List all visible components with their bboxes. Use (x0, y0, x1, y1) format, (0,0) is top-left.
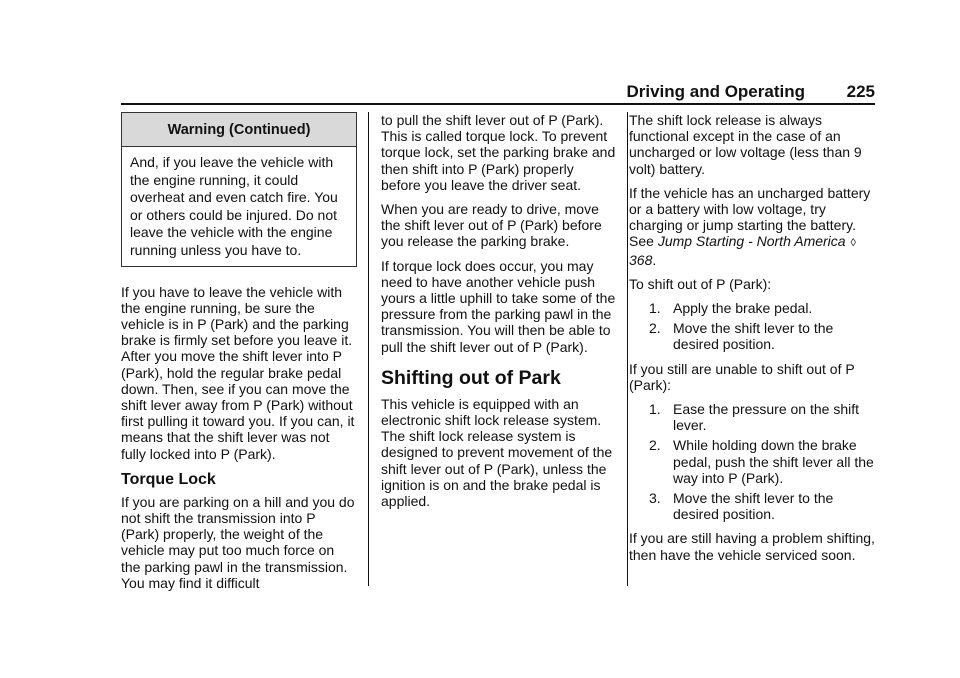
paragraph: If you are still having a problem shifting, then have the vehicle serviced soon. (629, 530, 875, 563)
list-item (629, 320, 875, 352)
paragraph: If you have to leave the vehicle with the engine running, be sure the vehicle is in P (Park) and the parking brake is firmly set before you leave it. After you move the shift lever into P (Park), hold the regular brake pedal down. Then, see if you can move the shift lever away from P (Park) without first pulling it toward you. If you can, it means that the shift lever was not fully locked into P (Park). (121, 283, 355, 462)
list-number: 3. (649, 490, 661, 507)
list-text: Move the shift lever to the desired position. (673, 320, 834, 353)
paragraph: To shift out of P (Park): (629, 275, 772, 292)
column-1 (121, 112, 357, 599)
paragraph: If you are parking on a hill and you do not shift the transmission into P (Park) properly, the weight of the vehicle may put too much force on the parking pawl in the transmission. You may find it difficult (121, 493, 355, 591)
heading-torque-lock: Torque Lock (121, 470, 216, 488)
list-number: 2. (649, 320, 661, 337)
list-number: 1. (649, 401, 661, 418)
cross-reference-title: Jump Starting - North America (657, 233, 846, 250)
paragraph: The shift lock release is always functional except in the case of an uncharged or low voltage (less than 9 volt) battery. (629, 112, 862, 177)
cross-reference-link[interactable] (629, 233, 857, 267)
page-header (121, 82, 875, 105)
list-text: Ease the pressure on the shift lever. (673, 401, 859, 434)
list-text: While holding down the brake pedal, push the shift lever all the way into P (Park). (673, 437, 874, 486)
paragraph-text: If the vehicle has an uncharged battery or a battery with low voltage, try charging or jump starting the battery. See (629, 184, 871, 250)
column-3 (629, 112, 875, 571)
steps-list-2 (629, 401, 875, 522)
list-text: Move the shift lever to the desired position. (673, 490, 834, 523)
steps-list-1 (629, 300, 875, 353)
page-reference-icon: ◊ (850, 237, 856, 250)
cross-reference-page: 368 (629, 251, 653, 268)
warning-box (121, 112, 357, 267)
paragraph: This vehicle is equipped with an electronic shift lock release system. The shift lock release system is designed to prevent movement of the shift lever out of P (Park), unless the ignition is on and the brake pedal is applied. (381, 395, 613, 510)
warning-title: Warning (Continued) (122, 113, 356, 147)
paragraph-text: . (652, 251, 657, 268)
paragraph: If you still are unable to shift out of P (Park): (629, 360, 855, 393)
column-divider (627, 112, 628, 586)
list-number: 2. (649, 437, 661, 454)
column-divider (368, 112, 369, 586)
list-item (629, 300, 875, 316)
column-2 (381, 112, 617, 517)
list-number: 1. (649, 300, 661, 317)
list-item (629, 490, 875, 522)
list-text: Apply the brake pedal. (673, 300, 813, 317)
heading-shifting-out-of-park: Shifting out of Park (381, 366, 561, 389)
list-item (629, 437, 875, 486)
paragraph: When you are ready to drive, move the shift lever out of P (Park) before you release the parking brake. (381, 201, 602, 250)
list-item (629, 401, 875, 433)
page-number: 225 (846, 82, 875, 101)
warning-body: And, if you leave the vehicle with the engine running, it could overheat and even catch fire. You or others could be injured. Do not leave the vehicle with the engine running unless you have to. (130, 154, 338, 258)
paragraph: If torque lock does occur, you may need to have another vehicle push yours a little uphill to take some of the pressure from the parking pawl in the transmission. You will then be able to pull the shift lever out of P (Park). (381, 257, 616, 355)
paragraph (629, 185, 875, 268)
section-title: Driving and Operating (626, 82, 805, 101)
paragraph: to pull the shift lever out of P (Park). This is called torque lock. To prevent torque lock, set the parking brake and then shift into P (Park) properly before you leave the driver seat. (381, 112, 616, 193)
